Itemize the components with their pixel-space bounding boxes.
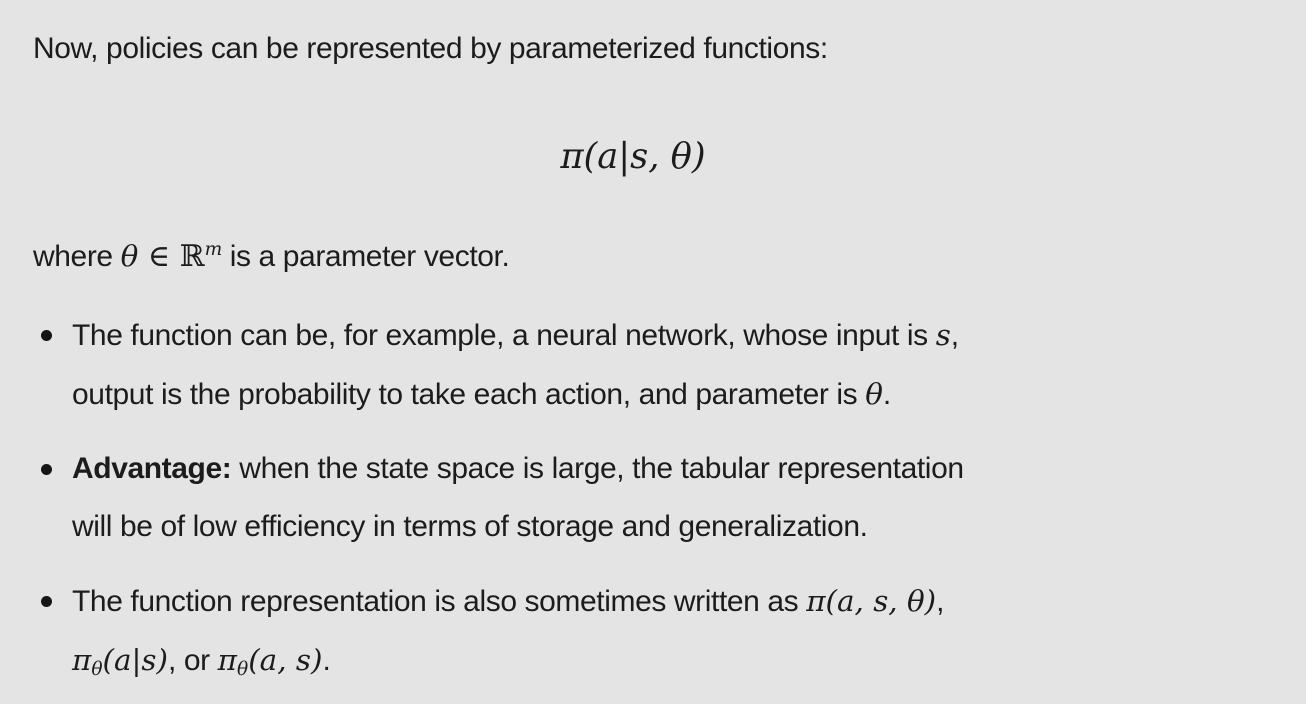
math-pi-ast: π(a, s, θ) (806, 584, 937, 618)
math-pi-subscript-theta: θ (91, 659, 103, 681)
bullet-text-segment: . (882, 378, 891, 411)
bullet-text-segment: The function can be, for example, a neural network, whose input is (72, 319, 936, 352)
advantage-label: Advantage: (72, 452, 232, 485)
bullet-text-segment: The function representation is also sometimes written as (72, 585, 807, 618)
bullet-text-segment: . (322, 644, 331, 677)
bullet-marker-icon (41, 596, 52, 607)
bullet-line-2 (72, 365, 959, 424)
bullet-marker-icon (41, 464, 52, 475)
math-theta: θ (865, 377, 883, 411)
math-pi: π (72, 643, 92, 677)
theta-symbol: θ (120, 239, 139, 273)
formula-math: π(a|s, θ) (560, 136, 706, 177)
math-pi: π (217, 643, 237, 677)
bullet-item-neural-network (33, 306, 1273, 424)
math-a-given-s: (a|s) (102, 643, 168, 677)
math-s: s (935, 318, 951, 352)
bullet-line-1 (72, 440, 964, 498)
math-a-comma-s: (a, s) (248, 643, 323, 677)
bullet-list (33, 306, 1273, 690)
bullet-text (72, 572, 944, 690)
bullet-line-2 (72, 631, 944, 690)
bullet-text (72, 306, 959, 424)
bullet-text-segment: , (950, 319, 959, 352)
policy-formula (33, 126, 1273, 187)
bullet-line-1 (72, 572, 944, 631)
bullet-text-segment: output is the probability to take each action, and parameter is (72, 378, 866, 411)
math-pi-subscript-theta: θ (237, 659, 249, 681)
bullet-line-1 (72, 306, 959, 365)
bullet-text-segment: , or (167, 644, 218, 677)
where-text-post: is a parameter vector. (221, 240, 510, 273)
reals-exponent: m (204, 239, 222, 260)
where-text-pre: where (33, 240, 121, 273)
where-line (33, 227, 1273, 286)
bullet-text-segment: when the state space is large, the tabular representation (231, 452, 964, 485)
bullet-line-2 (72, 498, 964, 556)
real-numbers-symbol: ℝ (179, 239, 205, 274)
bullet-item-notation (33, 572, 1273, 690)
intro-text: Now, policies can be represented by parameterized functions: (33, 32, 828, 65)
element-of-symbol: ∈ (138, 239, 180, 274)
bullet-item-advantage (33, 440, 1273, 556)
bullet-text-segment: will be of low efficiency in terms of storage and generalization. (72, 510, 868, 543)
bullet-marker-icon (41, 330, 52, 341)
bullet-text-segment: , (936, 585, 945, 618)
bullet-text (72, 440, 964, 556)
